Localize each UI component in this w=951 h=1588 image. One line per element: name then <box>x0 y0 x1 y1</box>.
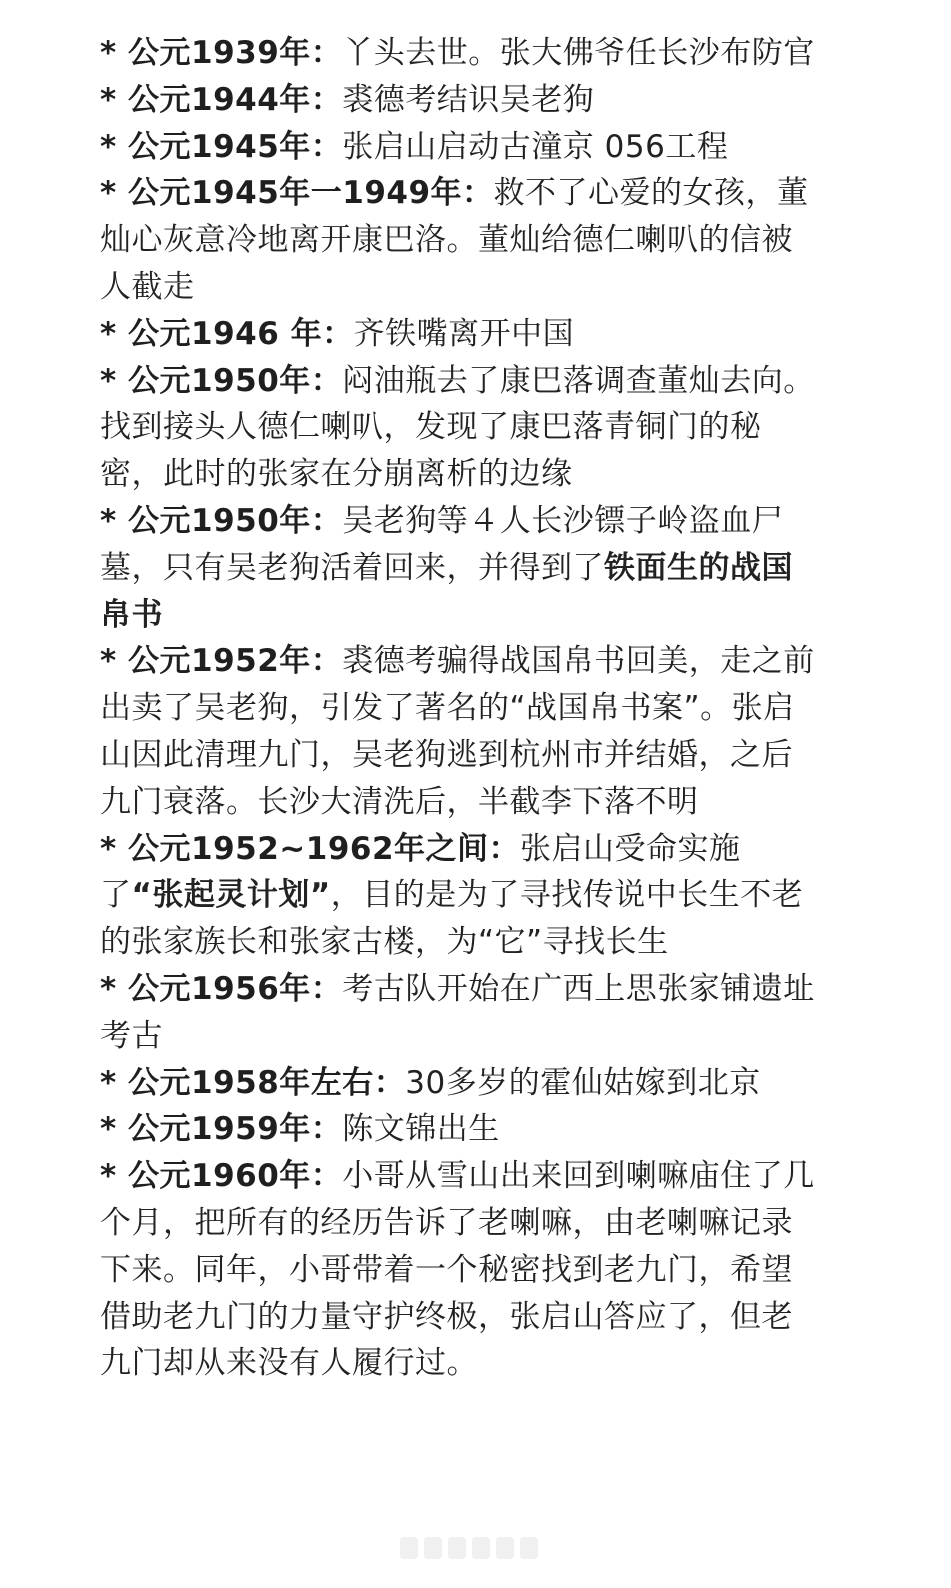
entry-text: 张启山受命实施了 <box>100 830 741 914</box>
entry-text-continued: ，目的是为了寻找传说中长生不老的张家族长和张家古楼，为“它”寻找长生 <box>100 877 804 961</box>
entry-date: * 公元1945年： <box>100 128 343 165</box>
timeline-entry-1946 <box>100 311 815 358</box>
entry-text: 吴老狗等４人长沙镖子岭盗血尸墓，只有吴老狗活着回来，并得到了 <box>100 502 784 586</box>
entry-text: 闷油瓶去了康巴落调查董灿去向。找到接头人德仁喇叭，发现了康巴落青铜门的秘密，此时的张家在分崩离析的边缘 <box>100 362 815 493</box>
entry-date: * 公元1950年： <box>100 502 343 539</box>
timeline-entry-1944 <box>100 77 815 124</box>
entry-text: 裘德考骗得战国帛书回美，走之前出卖了吴老狗，引发了著名的“战国帛书案”。张启山因此清理九门，吴老狗逃到杭州市并结婚，之后九门衰落。长沙大清洗后，半截李下落不明 <box>100 643 815 820</box>
entry-text: 考古队开始在广西上思张家铺遗址考古 <box>100 970 815 1054</box>
timeline-entry-1950-a <box>100 358 815 498</box>
timeline-document <box>100 30 815 1387</box>
timeline-entry-1958 <box>100 1060 815 1107</box>
entry-date: * 公元1959年： <box>100 1111 343 1148</box>
watermark-glyph <box>496 1537 514 1559</box>
timeline-entry-1960 <box>100 1153 815 1387</box>
entry-text: 30多岁的霍仙姑嫁到北京 <box>405 1064 761 1101</box>
watermark-glyph <box>472 1537 490 1559</box>
timeline-entry-1945-1949 <box>100 170 815 310</box>
watermark-glyph <box>520 1537 538 1559</box>
entry-bold-text: “张起灵计划” <box>131 877 331 914</box>
timeline-entry-1945 <box>100 124 815 171</box>
watermark-logo <box>400 1528 560 1568</box>
entry-text: 救不了心爱的女孩，董灿心灰意冷地离开康巴洛。董灿给德仁喇叭的信被人截走 <box>100 175 809 305</box>
watermark-glyph <box>400 1537 418 1559</box>
entry-text: 小哥从雪山出来回到喇嘛庙住了几个月，把所有的经历告诉了老喇嘛，由老喇嘛记录下来。同年，小哥带着一个秘密找到老九门，希望借助老九门的力量守护终极，张启山答应了，但老九门却从来没有人履行过。 <box>100 1158 815 1382</box>
entry-date: * 公元1946 年： <box>100 315 354 352</box>
entry-date: * 公元1960年： <box>100 1158 343 1195</box>
entry-text: 丫头去世。张大佛爷任长沙布防官 <box>342 35 815 71</box>
watermark-glyph <box>448 1537 466 1559</box>
entry-date: * 公元1952~1962年之间： <box>100 830 521 867</box>
entry-date: * 公元1950年： <box>100 362 343 399</box>
entry-date: * 公元1952年： <box>100 643 343 680</box>
entry-date: * 公元1956年： <box>100 970 343 1007</box>
entry-text: 裘德考结识吴老狗 <box>342 81 595 118</box>
entry-date: * 公元1939年： <box>100 35 343 71</box>
watermark-glyph <box>424 1537 442 1559</box>
entry-date: * 公元1945年一1949年： <box>100 175 494 212</box>
timeline-entry-1956 <box>100 966 815 1060</box>
entry-text: 陈文锦出生 <box>342 1111 500 1148</box>
entry-bold-text: 铁面生的战国帛书 <box>100 549 793 633</box>
timeline-entry-1959 <box>100 1106 815 1153</box>
timeline-entry-1952 <box>100 638 815 825</box>
timeline-entry-1939 <box>100 30 815 77</box>
timeline-entry-1950-b <box>100 498 815 638</box>
timeline-entry-1952-1962 <box>100 826 815 966</box>
entry-date: * 公元1944年： <box>100 81 343 118</box>
entry-text: 齐铁嘴离开中国 <box>353 315 575 352</box>
entry-date: * 公元1958年左右： <box>100 1064 406 1101</box>
entry-text: 张启山启动古潼京 056工程 <box>342 128 729 165</box>
